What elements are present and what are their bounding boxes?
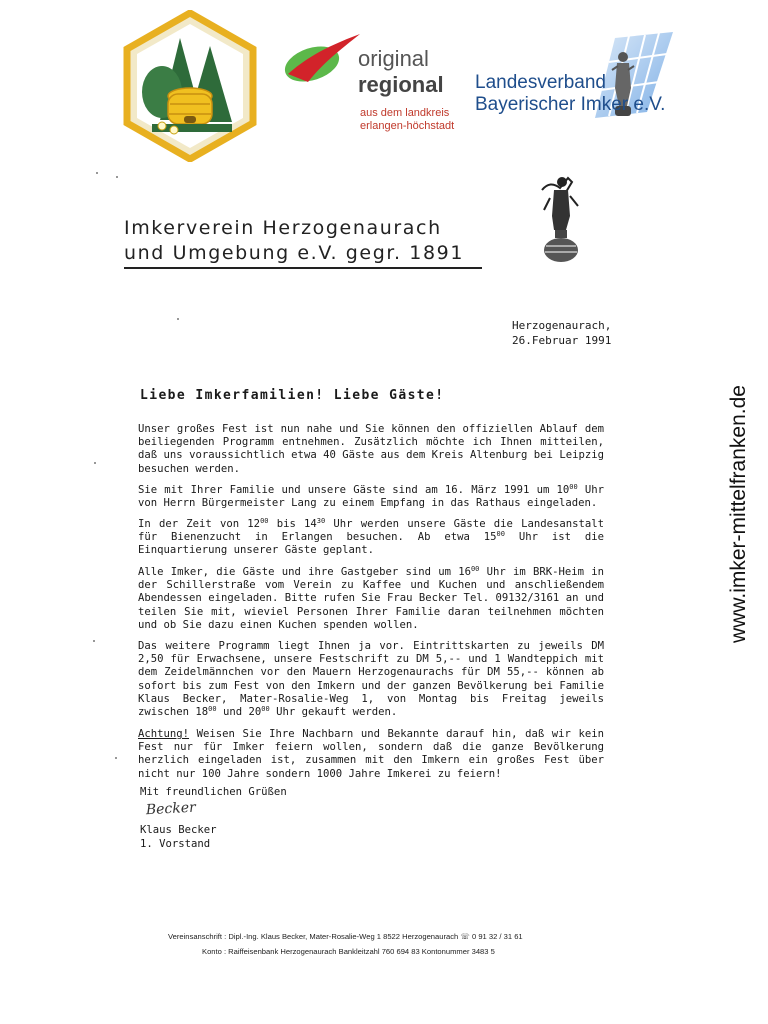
lvbi-line2: Bayerischer Imker e.V. [475,94,666,115]
p4-sup: 00 [470,565,480,573]
club-name-line1: Imkerverein Herzogenaurach [124,217,442,239]
scan-speck [93,640,95,642]
signer-name: Klaus Becker [140,824,217,836]
website-watermark: www.imker-mittelfranken.de [727,385,750,643]
original-regional-line3: aus dem landkreis [360,107,450,119]
p3-sup1: 00 [260,517,269,525]
closing-line: Mit freundlichen Grüßen [140,786,287,798]
paragraph-3 [138,518,604,558]
p2-text-b: Uhr von Herrn Bürgermeister Lang zu einem Empfang in das Rathaus eingeladen. [138,484,604,510]
p5-sup1: 00 [208,705,217,714]
scan-speck [177,318,179,320]
letterhead-rule [124,267,482,269]
letter-greeting: Liebe Imkerfamilien! Liebe Gäste! [140,388,445,403]
p5-text-b: und 20 [216,706,262,719]
date-value: 26.Februar 1991 [512,334,612,347]
p3-text-a: In der Zeit von 12 [138,518,261,530]
signer-block [140,824,217,851]
paragraph-5 [138,640,604,719]
club-name-line2: und Umgebung e.V. gegr. 1891 [124,242,465,264]
letter-date [512,318,611,348]
scan-speck [116,176,118,178]
footer-bank: Konto : Raiffeisenbank Herzogenaurach Bankleitzahl 760 694 83 Kontonummer 3483 5 [202,947,495,956]
original-regional-logo-mark [282,30,362,90]
p3-sup2: 30 [316,517,326,525]
p3-text-c: Uhr werden unsere Gäste die Landesanstalt für Bienenzucht in Erlangen besuchen. Ab etwa 15 [138,518,605,544]
p4-text-a: Alle Imker, die Gäste und ihre Gastgeber sind um 16 [138,566,471,578]
zeidler-statue-illustration [538,170,582,262]
p3-text-b: bis 14 [268,518,317,530]
original-regional-subtitle [360,107,470,133]
p3-sup3: 00 [496,530,505,539]
phone-icon: ☏ [460,932,472,941]
paragraph-2 [138,484,604,510]
paragraph-1-text: Unser großes Fest ist nun nahe und Sie können den offiziellen Ablauf dem beiliegenden Programm entnehmen. Zusätzlich möchte ich Ihnen mitteilen, daß uns voraussichtlich etwa 40 Gäste aus dem Kreis Altenburg bei Leipzig besuchen werden. [138,423,604,475]
p4-text-b: Uhr im BRK-Heim in der Schillerstraße vom Verein zu Kaffee und Kuchen und anschließendem Abendessen eingeladen. Bitte rufen Sie Frau Becker Tel. 09132/3161 an und teilen Sie mit, wieviel Personen Ihrer Familie daran teilnehmen möchten und ob Sie dazu einen Kuchen spenden wollen. [138,566,605,631]
p5-text-c: Uhr gekauft werden. [269,706,398,719]
footer-address-text: Vereinsanschrift : Dipl.-Ing. Klaus Becker, Mater-Rosalie-Weg 1 8522 Herzogenaurach [168,932,461,941]
p5-text-a: Das weitere Programm liegt Ihnen ja vor. Eintrittskarten zu jeweils DM 2,50 für Erwachsene, unsere Festschrift zu DM 5,-- und 1 Wandteppich mit dem Zeidelmännchen vor den Mauern Herzogenaurachs für DM 55,-- können ab sofort bis zum Fest von den Imkern und der ganzen Bevölkerung bei Familie Klaus Becker, Mater-Rosalie-Weg 1, von Montag bis Freitag jeweils zwischen 18 [138,640,604,719]
signer-role: 1. Vorstand [140,837,211,850]
footer-phone: 0 91 32 / 31 61 [471,932,523,941]
p2-sup: 00 [569,483,578,491]
date-place: Herzogenaurach, [512,319,612,332]
scan-speck [115,757,117,759]
original-regional-line4: erlangen-höchstadt [360,120,455,132]
beekeeper-hexagon-logo [122,10,258,162]
handwritten-signature: Becker [145,799,197,819]
original-regional-line2: regional [358,72,444,97]
paragraph-6 [138,728,604,781]
scan-speck [96,172,98,174]
p6-text: Weisen Sie Ihre Nachbarn und Bekannte darauf hin, daß wir kein Fest nur für Imker feiern wollen, sondern daß die ganze Bevölkerung herzlich eingeladen ist, zusammen mit den Imkern ein großes Fest über nicht nur 100 Jahre sondern 1000 Jahre Imkerei zu feiern! [138,728,604,780]
p3-text-d: Uhr ist die Einquartierung unserer Gäste geplant. [138,531,604,557]
attention-label: Achtung! [138,728,190,740]
scan-speck [94,462,96,464]
footer-address [168,932,523,941]
p5-sup2: 00 [261,705,270,714]
original-regional-line1: original [358,46,429,71]
lvbi-line1: Landesverband [475,72,606,93]
paragraph-1 [138,423,604,476]
p2-text-a: Sie mit Ihrer Familie und unsere Gäste sind am 16. März 1991 um 10 [138,484,570,496]
paragraph-4 [138,566,604,632]
